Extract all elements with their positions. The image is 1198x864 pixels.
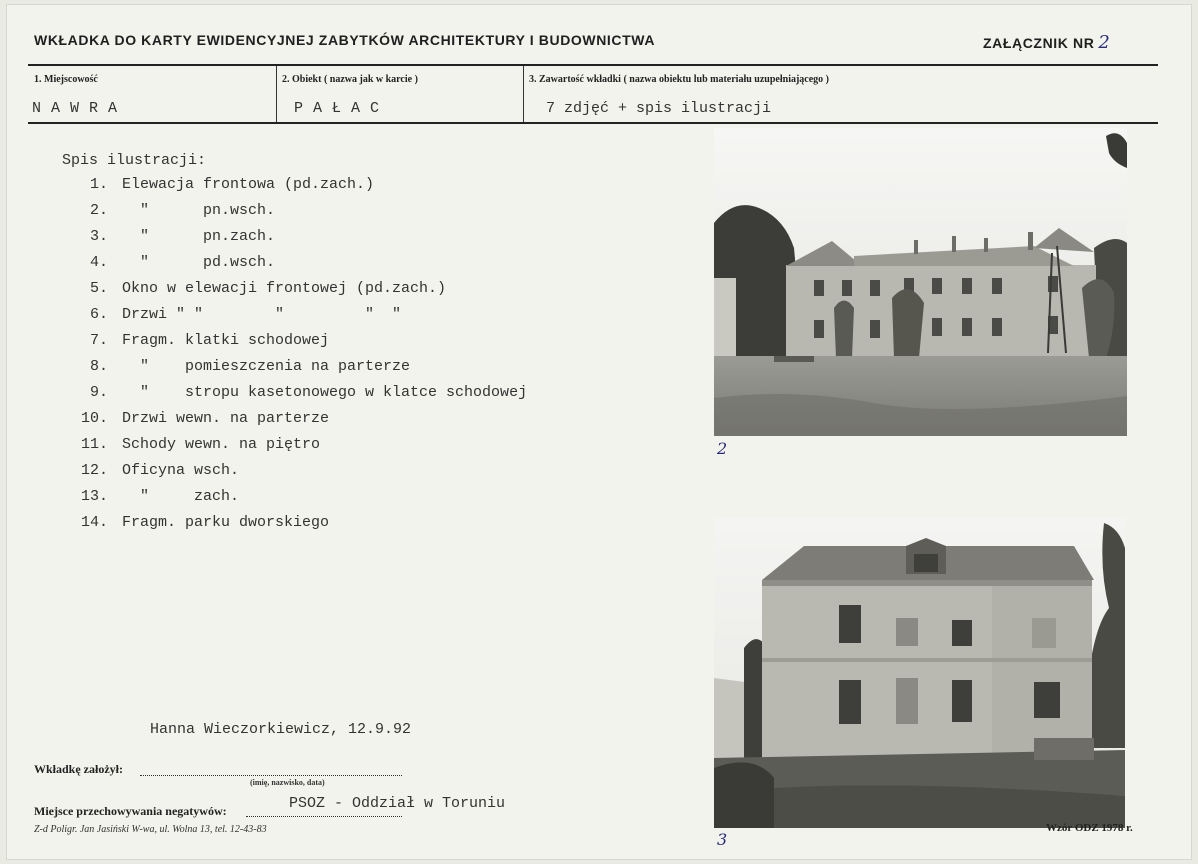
list-item-number: 10. (80, 410, 108, 427)
list-item-text: " stropu kasetonowego w klatce schodowej (122, 384, 528, 401)
list-item-text: Schody wewn. na piętro (122, 436, 321, 453)
annex-label-text: ZAŁĄCZNIK NR (983, 35, 1095, 51)
storage-value: PSOZ - Oddział w Toruniu (289, 795, 506, 812)
list-item-text: Oficyna wsch. (122, 462, 240, 479)
photo-palace-northeast (714, 128, 1127, 436)
photo-palace-northwest-image (714, 518, 1125, 828)
divider-fields (28, 122, 1158, 124)
printer-info: Z-d Poligr. Jan Jasiński W-wa, ul. Wolna 13, tel. 12-43-83 (34, 824, 267, 835)
list-item-text: Drzwi wewn. na parterze (122, 410, 330, 427)
list-item (72, 354, 632, 380)
field-object-value: PAŁAC (294, 100, 390, 117)
field-locality-value: NAWRA (32, 100, 128, 117)
list-item-text: Elewacja frontowa (pd.zach.) (122, 176, 375, 193)
list-item-text: " pomieszczenia na parterze (122, 358, 411, 375)
list-item (72, 198, 632, 224)
list-item-text: " pd.wsch. (122, 254, 276, 271)
list-item (72, 172, 632, 198)
photo-caption-bottom: 3 (717, 830, 728, 849)
form-model: Wzór ODZ 1978 r. (1046, 822, 1133, 834)
divider-field-1 (276, 66, 277, 124)
list-item-text: " pn.wsch. (122, 202, 276, 219)
list-item-text: Okno w elewacji frontowej (pd.zach.) (122, 280, 447, 297)
record-card-sheet (6, 4, 1192, 860)
illustrations-list (72, 172, 632, 536)
list-item (72, 432, 632, 458)
list-item-number: 5. (89, 280, 108, 297)
founder-dotted-line (140, 775, 402, 776)
list-item-number: 8. (89, 358, 108, 375)
list-item-number: 9. (89, 384, 108, 401)
annex-number: 2 (1098, 32, 1111, 53)
field-content-label: 3. Zawartość wkładki ( nazwa obiektu lub materiału uzupełniającego ) (529, 74, 830, 85)
list-item-number: 11. (80, 436, 108, 453)
list-item (72, 328, 632, 354)
list-item-text: Fragm. parku dworskiego (122, 514, 330, 531)
storage-label: Miejsce przechowywania negatywów: (34, 804, 227, 818)
annex-label (983, 32, 1110, 53)
list-item-number: 1. (89, 176, 108, 193)
field-object-label: 2. Obiekt ( nazwa jak w karcie ) (282, 74, 418, 85)
list-item-number: 7. (89, 332, 108, 349)
list-item-text: Fragm. klatki schodowej (122, 332, 330, 349)
list-item-number: 13. (80, 488, 108, 505)
list-item-number: 4. (89, 254, 108, 271)
header-title: WKŁADKA DO KARTY EWIDENCYJNEJ ZABYTKÓW ARCHITEKTURY I BUDOWNICTWA (34, 32, 656, 48)
photo-palace-northeast-image (714, 128, 1127, 436)
list-item (72, 380, 632, 406)
illustrations-title: Spis ilustracji: (62, 152, 207, 169)
field-locality-label: 1. Miejscowość (34, 74, 98, 85)
signature-line: Hanna Wieczorkiewicz, 12.9.92 (150, 721, 412, 738)
list-item-number: 3. (89, 228, 108, 245)
list-item-number: 2. (89, 202, 108, 219)
divider-field-2 (523, 66, 524, 124)
list-item (72, 276, 632, 302)
photo-palace-northwest (714, 518, 1125, 828)
list-item-number: 6. (89, 306, 108, 323)
divider-top (28, 64, 1158, 66)
list-item-text: " pn.zach. (122, 228, 276, 245)
list-item-number: 14. (80, 514, 108, 531)
list-item (72, 406, 632, 432)
list-item-text: " zach. (122, 488, 240, 505)
list-item (72, 458, 632, 484)
founder-hint: (imię, nazwisko, data) (250, 778, 325, 787)
list-item (72, 302, 632, 328)
list-item-number: 12. (80, 462, 108, 479)
storage-dotted-line (246, 816, 402, 817)
list-item-text: Drzwi " " " " " (122, 306, 402, 323)
list-item (72, 484, 632, 510)
list-item (72, 250, 632, 276)
list-item (72, 510, 632, 536)
founder-label: Wkładkę założył: (34, 762, 123, 776)
list-item (72, 224, 632, 250)
photo-caption-top: 2 (717, 439, 728, 458)
field-content-value: 7 zdjęć + spis ilustracji (546, 100, 772, 117)
